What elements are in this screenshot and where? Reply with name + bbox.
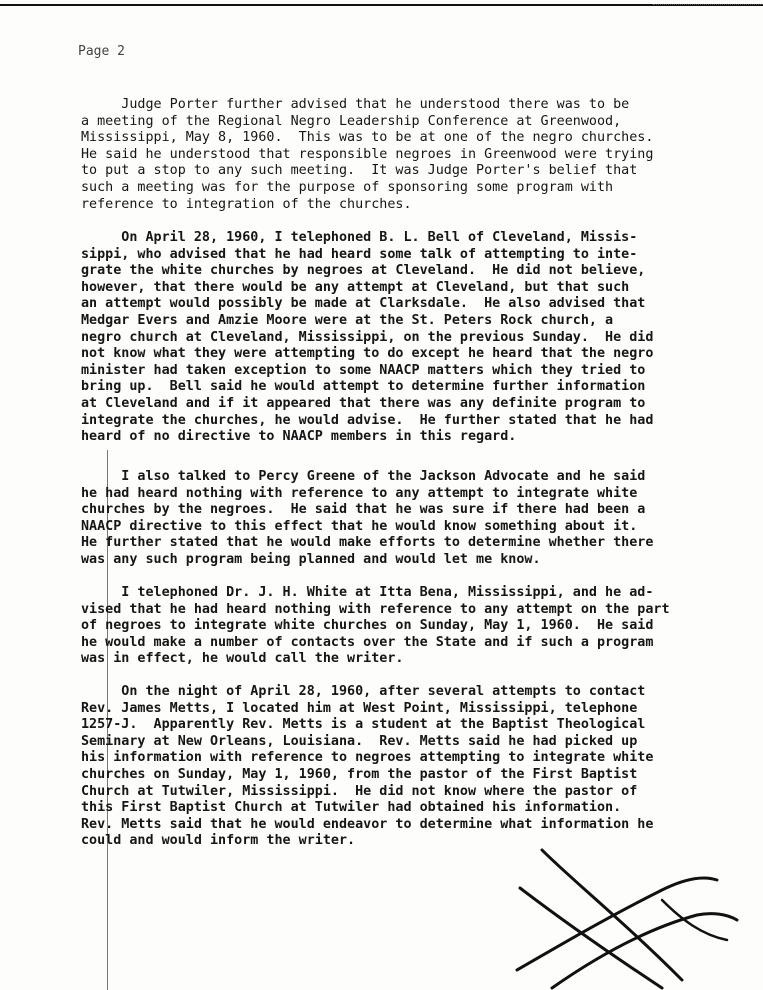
top-right-dotted-rule (653, 0, 763, 5)
page-number: Page 2 (78, 44, 125, 59)
paragraph-judge-porter: Judge Porter further advised that he understood there was to be a meeting of the Regional Negro Leadership Conference at Greenwood, Mississippi, May 8, 1960. This was to be at one of the negro churches. He said he understood that responsible negroes in Greenwood were trying to put a stop to any such meeting. It was Judge Porter's belief that such a meeting was for the purpose of sponsoring some program with reference to integration of the churches. (81, 97, 654, 212)
top-rule (0, 4, 763, 6)
paragraph-dr-white: I telephoned Dr. J. H. White at Itta Bena, Mississippi, and he ad- vised that he had heard nothing with reference to any attempt on the part of negroes to integrate white churches on Sunday, May 1, 1960. He said he would make a number of contacts over the State and if such a program was in effect, he would call the writer. (81, 585, 670, 667)
handwritten-initials-icon (512, 840, 742, 990)
paragraph-percy-greene: I also talked to Percy Greene of the Jackson Advocate and he said he had heard nothing with reference to any attempt to integrate white churches by the negroes. He said that he was sure if there had been a NAACP directive to this effect that he would know something about it. He further stated that he would make efforts to determine whether there was any such program being planned and would let me know. (81, 469, 654, 567)
paragraph-rev-metts: On the night of April 28, 1960, after several attempts to contact Rev. James Metts, I located him at West Point, Mississippi, telephone 1257-J. Apparently Rev. Metts is a student at the Baptist Theological Seminary at New Orleans, Louisiana. Rev. Metts said he had picked up his information with reference to negroes attempting to integrate white churches on Sunday, May 1, 1960, from the pastor of the First Baptist Church at Tutwiler, Mississippi. He did not know where the pastor of this First Baptist Church at Tutwiler had obtained his information. Rev. Metts said that he would endeavor to determine what information he could and would inform the writer. (81, 684, 654, 849)
paragraph-bell-cleveland: On April 28, 1960, I telephoned B. L. Bell of Cleveland, Missis- sippi, who advised that he had heard some talk of attempting to inte- grate the white churches by negroes at Cleveland. He did not believe, however, that there would be any attempt at Cleveland, but that such an attempt would possibly be made at Clarksdale. He also advised that Medgar Evers and Amzie Moore were at the St. Peters Rock church, a negro church at Cleveland, Mississippi, on the previous Sunday. He did not know what they were attempting to do except he heard that the negro minister had taken exception to some NAACP matters which they tried to bring up. Bell said he would attempt to determine further information at Cleveland and if it appeared that there was any definite program to integrate the churches, he would advise. He further stated that he had heard of no directive to NAACP members in this regard. (81, 230, 654, 445)
